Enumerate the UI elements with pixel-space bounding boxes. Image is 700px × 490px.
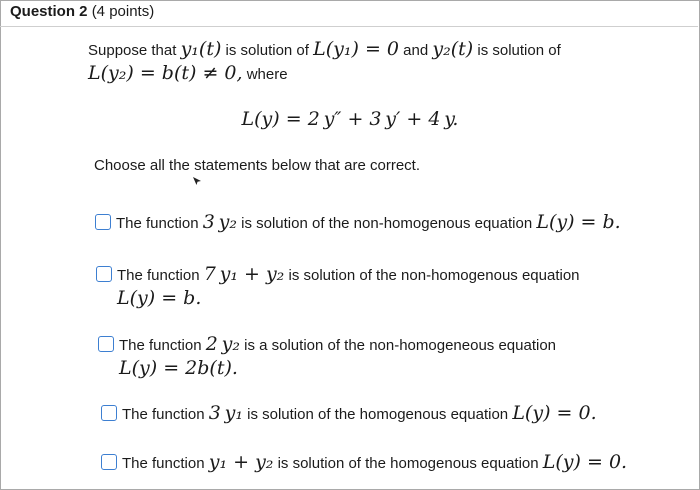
option-text: is solution of the homogenous equation	[273, 455, 543, 472]
option-label	[116, 210, 621, 236]
option-label	[117, 262, 580, 288]
option-text: The function	[117, 267, 204, 284]
option-math: 7 y₁ + y₂	[203, 263, 285, 285]
option-text: is solution of the non-homogenous equation	[284, 267, 580, 284]
option-math: L(y) = b.	[536, 211, 621, 233]
option-math: y₁ + y₂	[208, 451, 274, 473]
question-prompt	[88, 38, 688, 86]
option-math: L(y) = 0.	[542, 451, 628, 473]
option-math: L(y) = b.	[117, 287, 202, 309]
option-math: L(y) = 0.	[512, 402, 597, 424]
option-label	[119, 332, 556, 358]
option-text: is solution of the non-homogenous equation	[236, 215, 537, 232]
option-checkbox[interactable]	[101, 405, 117, 421]
question-title	[10, 3, 154, 20]
option-text: is a solution of the non-homogeneous equation	[239, 337, 557, 354]
option-text: The function	[122, 455, 209, 472]
prompt-text: where	[242, 66, 288, 83]
option-checkbox[interactable]	[98, 336, 114, 352]
question-points: (4 points)	[91, 3, 155, 20]
prompt-text: and	[399, 42, 433, 59]
option-text: is solution of the homogenous equation	[242, 406, 513, 423]
question-header	[0, 0, 698, 27]
option-label	[122, 450, 627, 476]
instruction-text: Choose all the statements below that are correct.	[94, 157, 421, 174]
math-y2t: y₂(t)	[432, 38, 474, 60]
math-L-y1: L(y₁) = 0	[313, 38, 399, 60]
arrow-cursor-icon	[192, 176, 202, 186]
option-checkbox[interactable]	[96, 266, 112, 282]
option-text: The function	[116, 215, 203, 232]
option-math: 2 y₂	[205, 333, 240, 355]
option-math: L(y) = 2b(t).	[119, 357, 238, 379]
option-checkbox[interactable]	[95, 214, 111, 230]
math-y1t: y₁(t)	[180, 38, 222, 60]
prompt-text: Suppose that	[88, 42, 181, 59]
math-L-y2: L(y₂) = b(t) ≠ 0,	[88, 62, 243, 84]
option-math: 3 y₁	[208, 402, 243, 424]
operator-equation: L(y) = 2 y″ + 3 y′ + 4 y.	[241, 108, 459, 130]
prompt-text: is solution of	[221, 42, 314, 59]
question-number: Question 2	[10, 3, 88, 20]
option-checkbox[interactable]	[101, 454, 117, 470]
option-text: The function	[122, 406, 209, 423]
option-label	[122, 401, 597, 427]
option-math: 3 y₂	[202, 211, 237, 233]
prompt-text: is solution of	[473, 42, 561, 59]
option-text: The function	[119, 337, 206, 354]
